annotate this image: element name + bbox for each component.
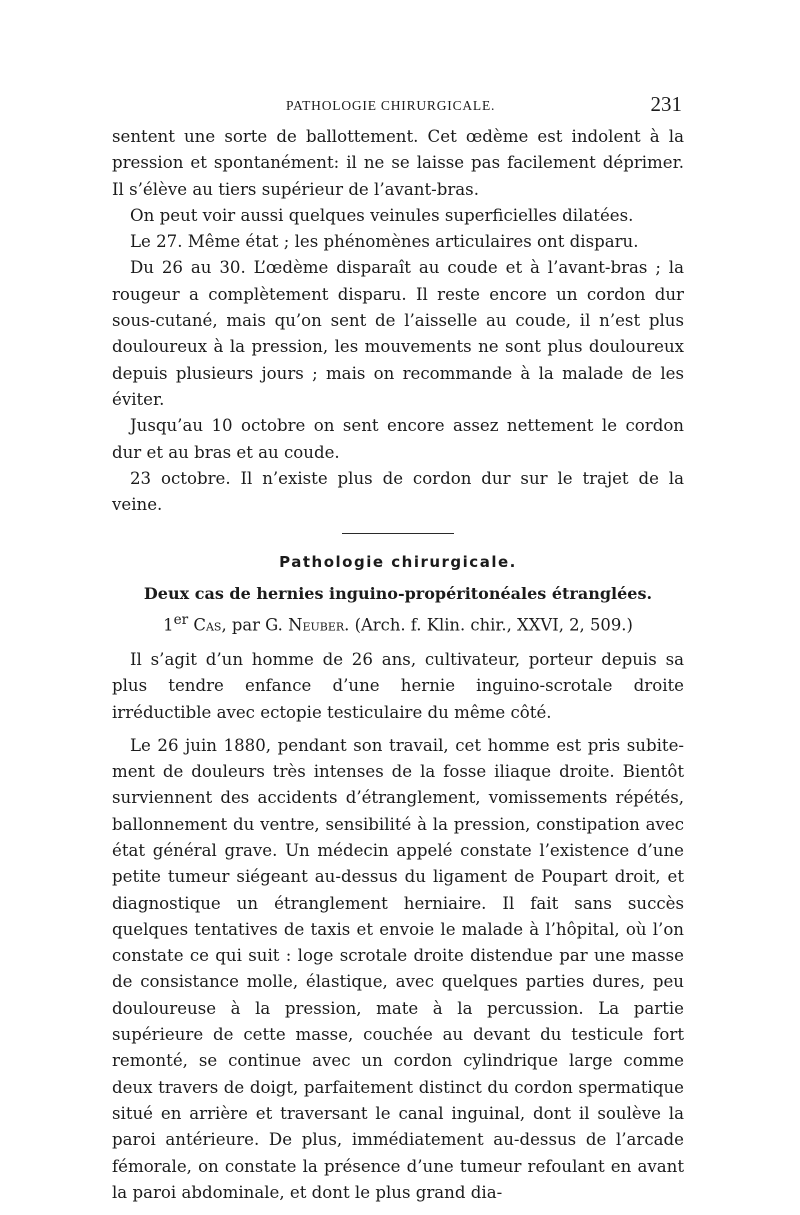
paragraph: On peut voir aussi quelques veinules superficielles dilatées. bbox=[130, 205, 634, 225]
book-page bbox=[112, 92, 684, 1206]
section-title: Pathologie chirurgicale. bbox=[279, 553, 517, 572]
case-report-body bbox=[112, 647, 684, 1206]
case-number: 1 bbox=[163, 615, 174, 635]
paragraph: Jusqu’au 10 octobre on sent encore assez nettement le cordon dur et au bras et au coude. bbox=[112, 416, 684, 462]
paragraph: 23 octobre. Il n’existe plus de cordon dur sur le trajet de la veine. bbox=[112, 468, 684, 515]
case-superscript: er bbox=[173, 612, 189, 629]
case-citation bbox=[112, 607, 684, 638]
case-report-continuation bbox=[112, 124, 684, 518]
paragraph: Il s’agit d’un homme de 26 ans, cultivateur, porteur depuis sa plus tendre enfance d’une hernie inguino-scrotale droite irréductible avec ectopie testiculaire du même côté. bbox=[112, 649, 684, 722]
running-title: PATHOLOGIE CHIRURGICALE. bbox=[286, 98, 496, 113]
case-by: , par G. bbox=[221, 615, 283, 635]
paragraph: Du 26 au 30. L’œdème disparaît au coude et à l’avant-bras ; la rougeur a complètement disparu. Il reste encore un cordon dur sous-cutané, mais qu’on sent de l’aisselle au coude, il n’est plus douloureux à la pression, les mouvements ne sont plus douloureux depuis plusieurs jours ; mais on recommande à la malade de les éviter. bbox=[112, 258, 684, 409]
paragraph: sentent une sorte de ballottement. Cet œdème est indolent à la pression et spontanément: il ne se laisse pas facilement déprimer. Il s’élève au tiers supérieur de l’avant-bras. bbox=[112, 127, 684, 199]
case-author: Neuber bbox=[288, 615, 345, 635]
section-divider bbox=[342, 533, 454, 534]
paragraph: Le 27. Même état ; les phénomènes articulaires ont disparu. bbox=[130, 232, 639, 252]
running-head bbox=[112, 92, 684, 124]
page-number: 231 bbox=[650, 92, 682, 116]
article-title: Deux cas de hernies inguino-propéritonéales étranglées. bbox=[143, 584, 653, 604]
paragraph: Le 26 juin 1880, pendant son travail, cet homme est pris subitement de douleurs très intenses de la fosse iliaque droite. Bientôt surviennent des accidents d’étranglement, vomissements répétés, ballonnement du ventre, sensibilité à la pression, constipation avec état général grave. Un médecin appelé constate l’existence d’une petite tumeur siégeant au-dessus du ligament de Poupart droit, et diagnostique un étranglement herniaire. Il fait sans succès quelques tentatives de taxis et envoie le malade à l’hôpital, où l’on constate ce qui suit : loge scrotale droite distendue par une masse de consistance molle, élastique, avec quelques parties dures, peu douloureuse à la pression, mate à la percussion. La partie supérieure de cette masse, couchée au devant du testicule fort remonté, se continue avec un cordon cylindrique large comme deux travers de doigt, parfaitement distinct du cordon spermatique situé en arrière et traversant le canal inguinal, dont il soulève la paroi antérieure. De plus, immédiatement au-dessus de l’arcade fémorale, on constate la présence d’une tumeur refoulant en avant la paroi abdominale, et dont le plus grand dia- bbox=[112, 735, 684, 1202]
case-reference: . (Arch. f. Klin. chir., XXVI, 2, 509.) bbox=[344, 615, 633, 635]
case-label: Cas bbox=[193, 615, 222, 635]
